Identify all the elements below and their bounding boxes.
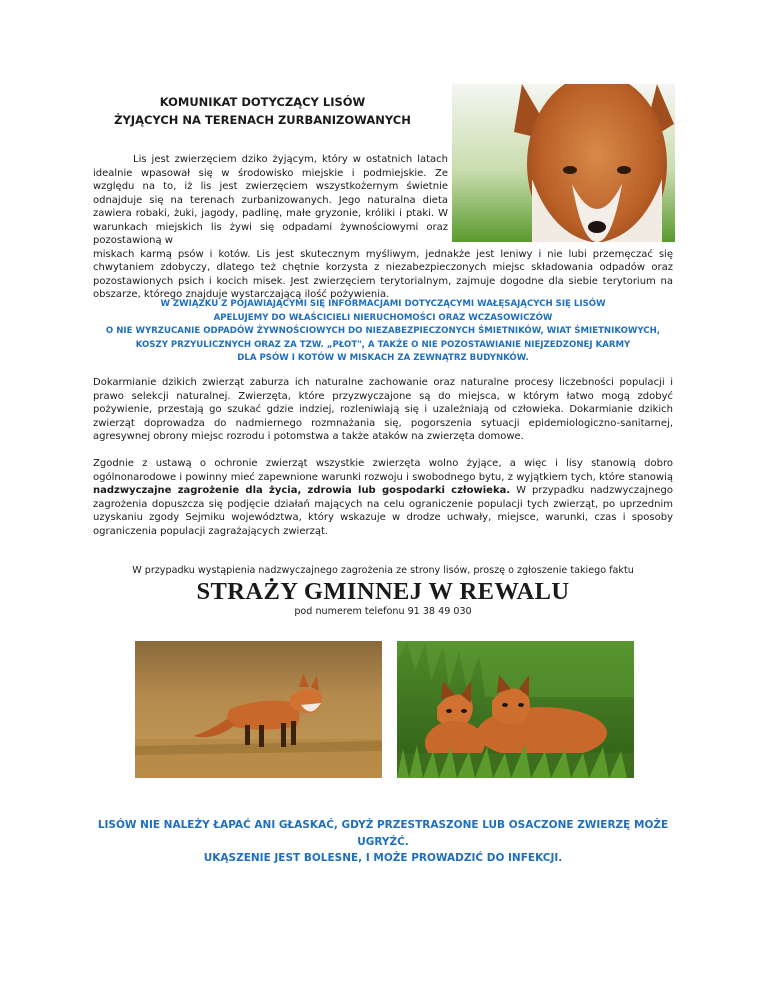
warning-block xyxy=(80,817,686,867)
report-text: W przypadku wystąpienia nadzwyczajnego zagrożenia ze strony lisów, proszę o zgłoszenie takiego faktu xyxy=(132,565,634,576)
notice-title xyxy=(95,93,430,129)
appeal-line: W ZWIĄZKU Z POJAWIAJĄCYMI SIĘ INFORMACJAMI DOTYCZĄCYMI WAŁĘSAJĄCYCH SIĘ LISÓW xyxy=(160,299,606,309)
warning-line1: LISÓW NIE NALEŻY ŁAPAĆ ANI GŁASKAĆ, GDYŻ PRZESTRASZONE LUB OSACZONE ZWIERZĘ MOŻE UGRYŹĆ. xyxy=(97,819,669,848)
law-paragraph xyxy=(93,457,673,538)
warning-line2: UKĄSZENIE JEST BOLESNE, I MOŻE PROWADZIĆ DO INFEKCJI. xyxy=(203,852,563,864)
appeal-block xyxy=(80,298,686,366)
appeal-line: APELUJEMY DO WŁAŚCICIELI NIERUCHOMOŚCI ORAZ WCZASOWICZÓW xyxy=(213,312,553,323)
appeal-line: O NIE WYRZUCANIE ODPADÓW ŻYWNOŚCIOWYCH DO NIEZABEZPIECZONYCH ŚMIETNIKÓW, WIAT ŚMIETNIKOWYCH, xyxy=(105,326,661,336)
intro-text-full-width: miskach karmą psów i kotów. Lis jest skutecznym myśliwym, jednakże jest leniwy i nie lubi przemęczać się chwytaniem zdobyczy, dlatego też chętnie korzysta z niezabezpieczonych miejsc składowania odpadów oraz pozostawionych psich i kocich misek. Jest zwierzęciem terytorialnym, zajmuje dogodne dla siebie terytorium na obszarze, którego znajduje wystarczającą ilość pożywienia. xyxy=(93,248,673,300)
law-text-bold: nadzwyczajne zagrożenie dla życia, zdrowia lub gospodarki człowieka. xyxy=(93,485,511,496)
appeal-line: DLA PSÓW I KOTÓW W MISKACH ZA ZEWNĄTRZ BUDYNKÓW. xyxy=(237,353,529,363)
notice-title-line1: KOMUNIKAT DOTYCZĄCY LISÓW xyxy=(159,95,366,109)
fox-field-image xyxy=(135,641,382,778)
feeding-paragraph: Dokarmianie dzikich zwierząt zaburza ich naturalne zachowanie oraz naturalne procesy liczebności populacji i prawo selekcji naturalnej. Zwierzęta, które przyzwyczajone są do miejsca, w którym łatwo mogą zdobyć pożywienie, przestają go szukać gdzie indziej, rozleniwiają się i uzależniają od człowieka. Dokarmianie dzikich zwierząt doprowadza do nadmiernego rozmnażania się, pogorszenia sytuacji epidemiologiczno-sanitarnej, agresywnej obrony miejsc rozrodu i potomstwa a także ataków na zwierzęta domowe. xyxy=(93,377,673,442)
notice-title-line2: ŻYJĄCYCH NA TERENACH ZURBANIZOWANYCH xyxy=(114,113,411,127)
appeal-line: KOSZY PRZYULICZNYCH ORAZ ZA TZW. „PŁOT", A TAKŻE O NIE POZOSTAWIANIE NIEJZEDZONEJ KARMY xyxy=(135,339,631,350)
law-text-part2: W przypadku nadzwyczajnego zagrożenia dopuszcza się podjęcie działań mających na celu ograniczenie populacji tych zwierząt, po uprzednim uzyskaniu zgody Sejmiku województwa, który wskazuje w drodze uchwały, miejsce, warunki, czas i sposoby ograniczenia populacji zagrażających zwierząt. xyxy=(93,485,673,537)
guard-name-heading: STRAŻY GMINNEJ W REWALU xyxy=(196,578,570,605)
intro-paragraph xyxy=(93,153,673,302)
law-text-part1: Zgodnie z ustawą o ochronie zwierząt wszystkie zwierzęta wolno żyjące, a więc i lisy stanowią dobro ogólnonarodowe i powinny mieć zapewnione warunki rozwoju i swobodnego bytu, z wyjątkiem tych, które stanowią xyxy=(93,458,673,483)
phone-number-text: pod numerem telefonu 91 38 49 030 xyxy=(294,606,472,617)
fox-cubs-image xyxy=(397,641,634,778)
intro-text-wrapped: Lis jest zwierzęciem dziko żyjącym, który w ostatnich latach idealnie wpasował się w środowisko miejskie i podmiejskie. Ze względu na to, iż lis jest zwierzęciem wszystkożernym świetnie odnajduje się na terenach zurbanizowanych. Jego naturalna dieta zawiera robaki, żuki, jagody, padlinę, małe gryzonie, króliki i ptaki. W warunkach miejskich lis żywi się odpadami żywnościowymi oraz pozostawioną w xyxy=(93,154,448,246)
